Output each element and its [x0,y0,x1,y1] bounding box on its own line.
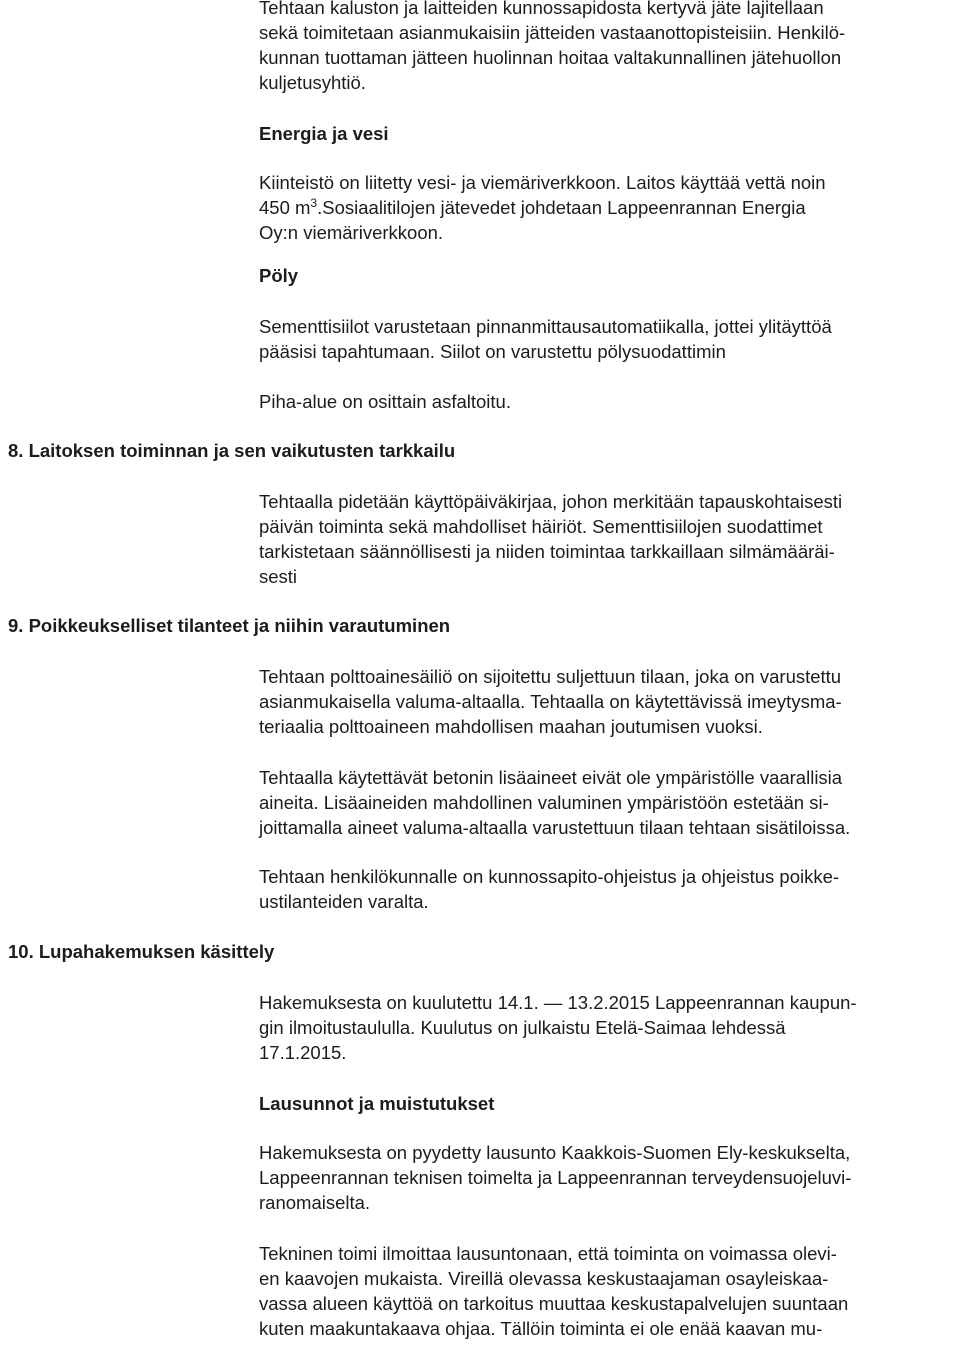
text-line: kuljetusyhtiö. [259,72,366,93]
text-line: ustilanteiden varalta. [259,891,429,912]
text-line: Kiinteistö on liitetty vesi- ja viemäriverkkoon. Laitos käyttää vettä noin [259,172,826,193]
section-10-paragraph-1 [259,990,959,1065]
section-10-paragraph-2 [259,1140,959,1215]
text-line: Tehtaan polttoainesäiliö on sijoitettu suljettuun tilaan, joka on varustettu [259,666,842,687]
text-line: aineita. Lisäaineiden mahdollinen valuminen ympäristöön estetään si- [259,792,829,813]
text-line: joittamalla aineet valuma-altaalla varustettuun tilaan tehtaan sisätiloissa. [259,817,851,838]
text-line: pääsisi tapahtumaan. Siilot on varustettu pölysuodattimin [259,341,726,362]
superscript: 3 [310,196,318,210]
text-line: sesti [259,566,298,587]
section-9-heading: 9. Poikkeukselliset tilanteet ja niihin varautuminen [8,615,451,636]
text-line: Tehtaalla käytettävät betonin lisäaineet eivät ole ympäristölle vaarallisia [259,767,843,788]
text-line: Tehtaan kaluston ja laitteiden kunnossapidosta kertyvä jäte lajitellaan [259,0,824,18]
text-line: Tekninen toimi ilmoittaa lausuntonaan, että toiminta on voimassa olevi- [259,1243,837,1264]
text-line: Hakemuksesta on kuulutettu 14.1. — 13.2.2015 Lappeenrannan kaupun- [259,992,857,1013]
text-line: Sementtisiilot varustetaan pinnanmittausautomatiikalla, jottei ylitäyttöä [259,316,832,337]
text-line: gin ilmoitustaululla. Kuulutus on julkaistu Etelä-Saimaa lehdessä [259,1017,786,1038]
text-line [259,195,959,220]
text-line: kuten maakuntakaava ohjaa. Tällöin toiminta ei ole enää kaavan mu- [259,1318,823,1339]
section-9-paragraph-1 [259,664,959,739]
text-line: asianmukaisella valuma-altaalla. Tehtaalla on käytettävissä imeytysma- [259,691,842,712]
section-10-paragraph-3 [259,1241,959,1341]
energy-paragraph [259,170,959,245]
intro-paragraph [259,0,959,95]
text-fragment: .Sosiaalitilojen jätevedet johdetaan Lappeenrannan Energia [317,197,806,218]
text-line: Lappeenrannan teknisen toimelta ja Lappeenrannan terveydensuojeluvi- [259,1167,852,1188]
statements-subheading: Lausunnot ja muistutukset [259,1093,495,1114]
section-10-heading: 10. Lupahakemuksen käsittely [8,941,275,962]
energy-heading: Energia ja vesi [259,123,389,144]
dust-heading: Pöly [259,265,299,286]
text-line: sekä toimitetaan asianmukaisiin jätteiden vastaanottopisteisiin. Henkilö- [259,22,846,43]
text-line: päivän toiminta sekä mahdolliset häiriöt. Sementtisiilojen suodattimet [259,516,823,537]
text-line: Tehtaan henkilökunnalle on kunnossapito-ohjeistus ja ohjeistus poikke- [259,866,840,887]
section-9-paragraph-3 [259,864,959,914]
section-8-heading: 8. Laitoksen toiminnan ja sen vaikutusten tarkkailu [8,440,456,461]
text-line: Piha-alue on osittain asfaltoitu. [259,391,511,412]
text-line: vassa alueen käyttöä on tarkoitus muuttaa keskustapalvelujen suuntaan [259,1293,849,1314]
text-fragment: 450 m [259,197,311,218]
text-line: teriaalia polttoaineen mahdollisen maahan joutumisen vuoksi. [259,716,763,737]
dust-paragraph [259,314,959,364]
text-line: ranomaiselta. [259,1192,371,1213]
text-line: en kaavojen mukaista. Vireillä olevassa keskustaajaman osayleiskaa- [259,1268,829,1289]
text-line: Oy:n viemäriverkkoon. [259,222,444,243]
yard-paragraph [259,389,959,414]
text-line: tarkistetaan säännöllisesti ja niiden toimintaa tarkkaillaan silmämääräi- [259,541,835,562]
text-line: Hakemuksesta on pyydetty lausunto Kaakkois-Suomen Ely-keskukselta, [259,1142,851,1163]
text-line: 17.1.2015. [259,1042,347,1063]
text-line: Tehtaalla pidetään käyttöpäiväkirjaa, johon merkitään tapauskohtaisesti [259,491,843,512]
section-9-paragraph-2 [259,765,959,840]
text-line: kunnan tuottaman jätteen huolinnan hoitaa valtakunnallinen jätehuollon [259,47,842,68]
section-8-paragraph [259,489,959,589]
